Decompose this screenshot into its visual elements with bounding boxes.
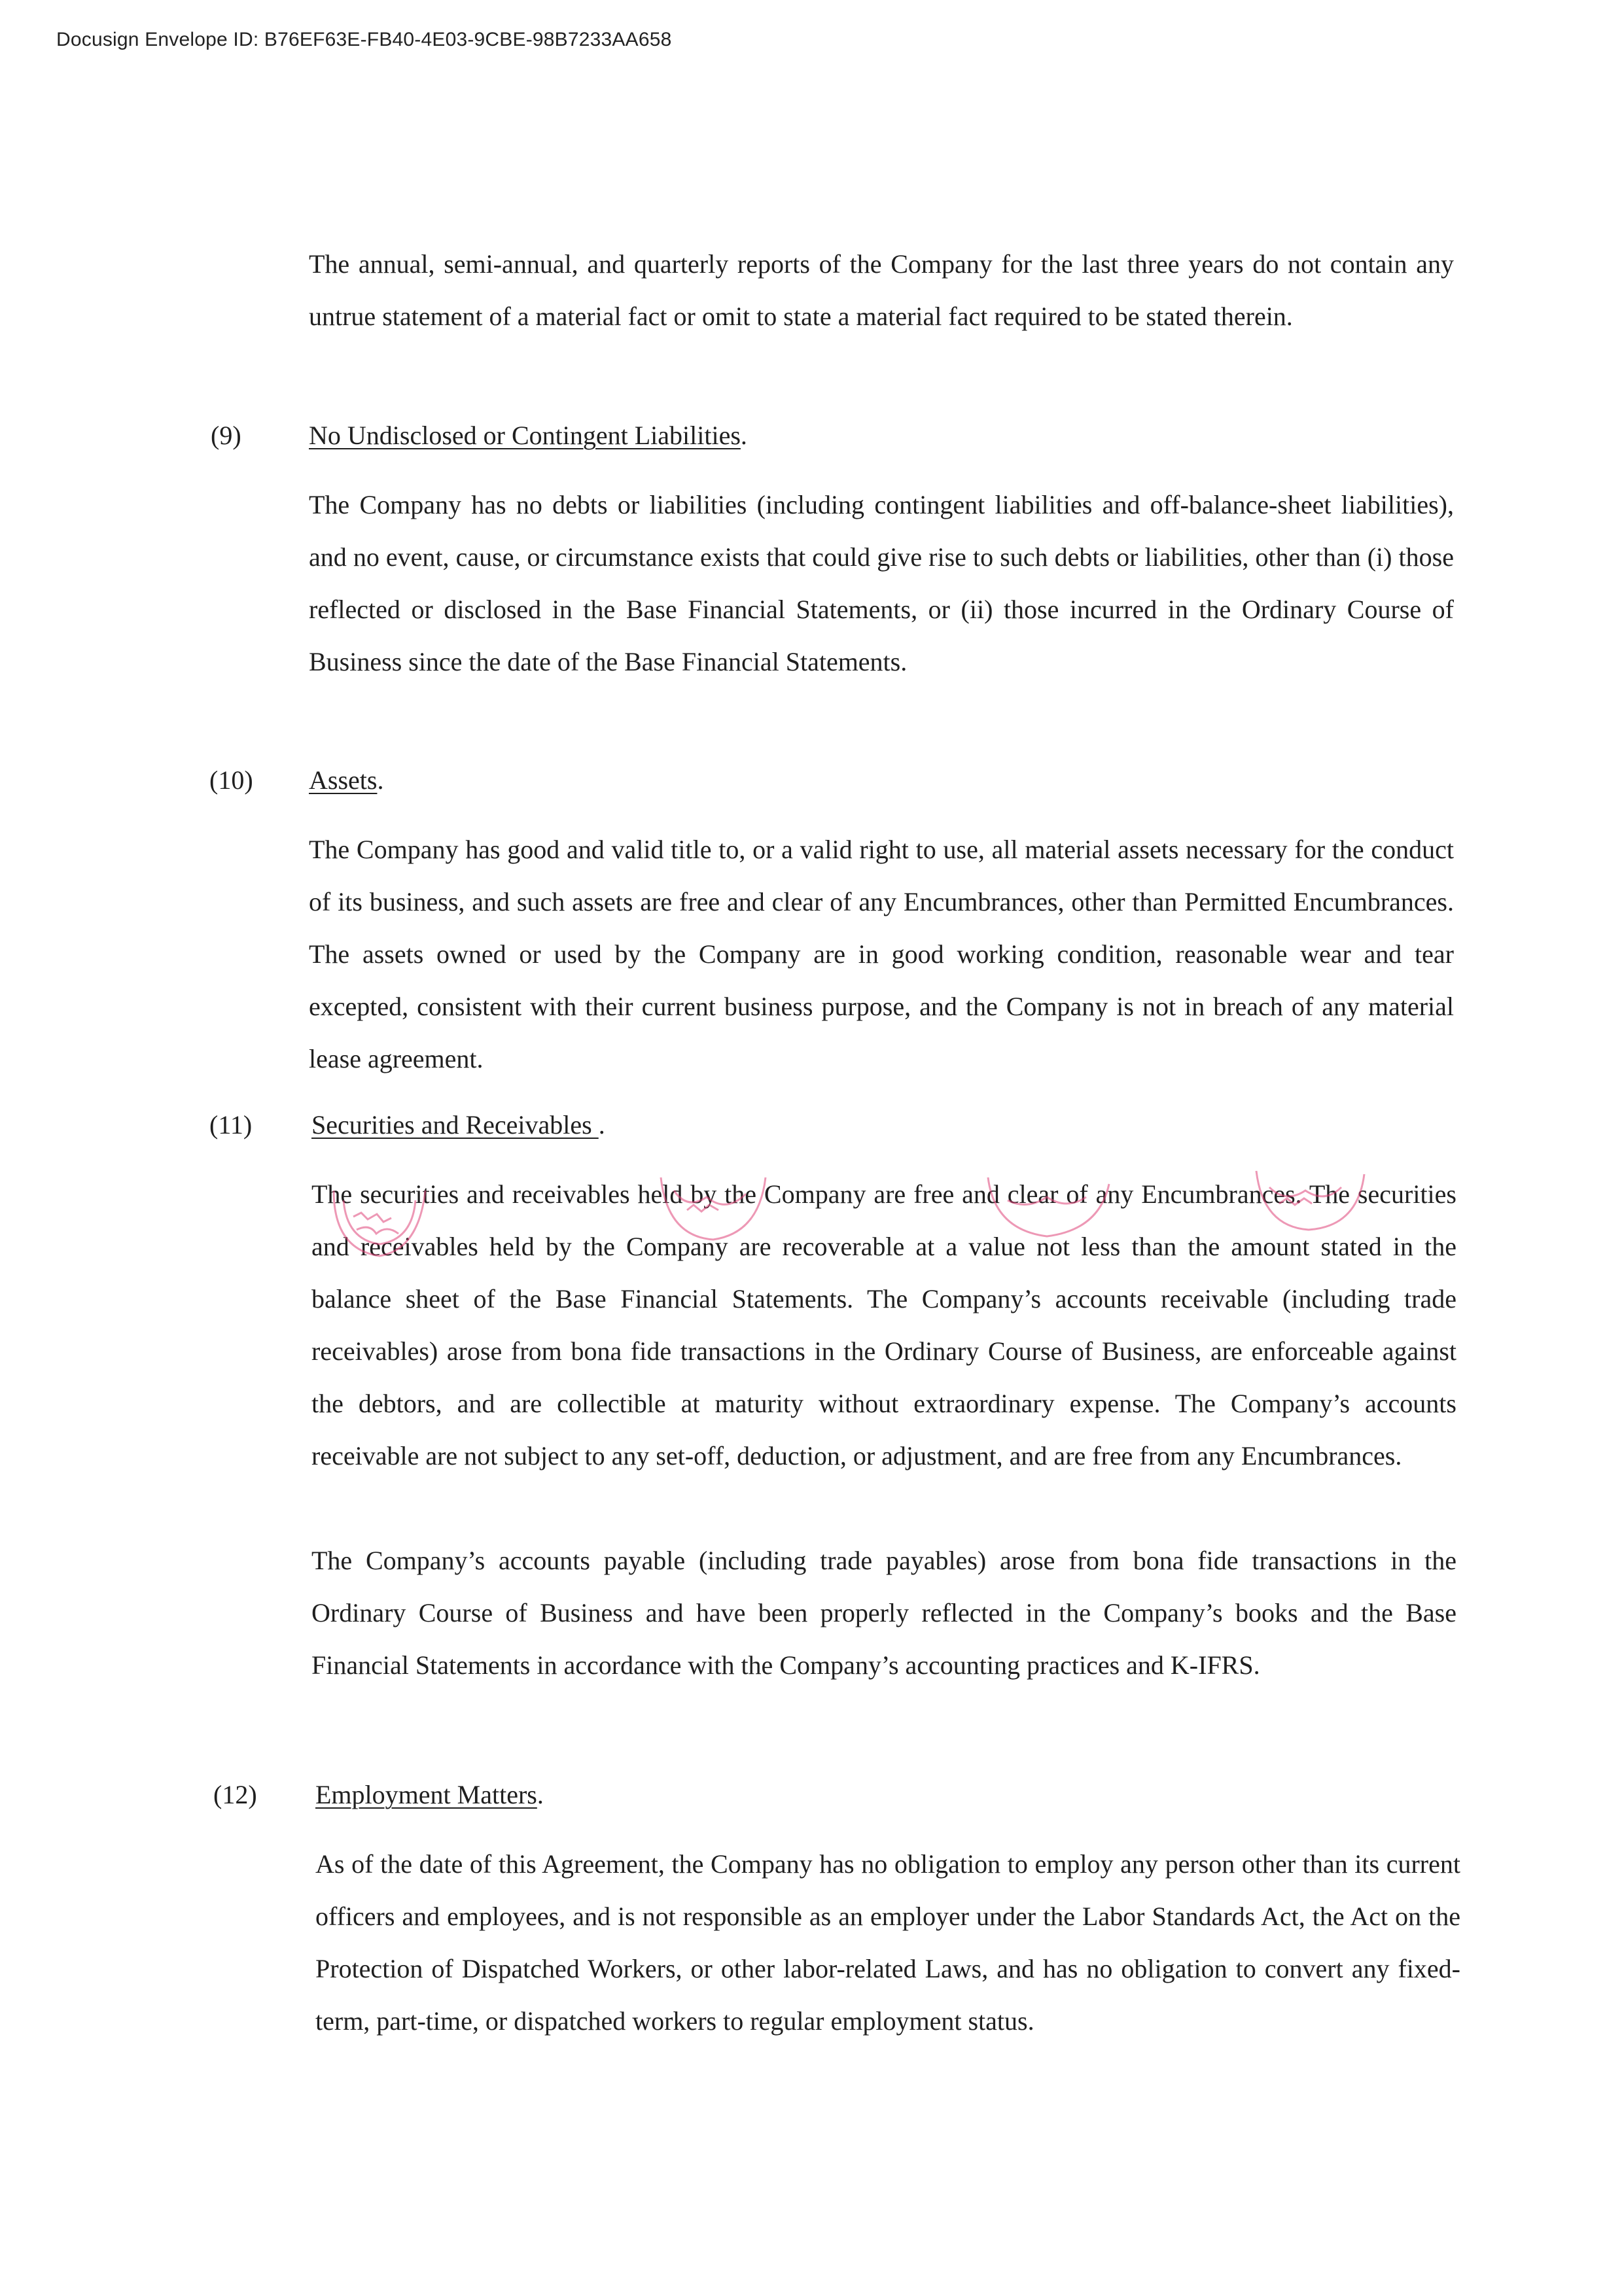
section-11-title-suffix: . (598, 1110, 605, 1139)
section-12-number: (12) (213, 1780, 257, 1809)
seal-stamp-2 (661, 1177, 766, 1240)
section-10-title: Assets (309, 765, 378, 795)
seal-stamps (308, 1164, 1472, 1282)
section-9-title: No Undisclosed or Contingent Liabilities (309, 421, 741, 450)
seal-stamp-4 (1256, 1171, 1364, 1230)
section-11-paragraph-1: The securities and receivables held by the Company are free and clear of any Encumbrances. The securities and receivables held by the Company are recoverable at a value not less than the amount stated in the balance sheet of the Base Financial Statements. The Company’s accounts receivable (including trade receivables) arose from bona fide transactions in the Ordinary Course of Business, are enforceable against the debtors, and are collectible at maturity without extraordinary expense. The Company’s accounts receivable are not subject to any set-off, deduction, or adjustment, and are free from any Encumbrances. (311, 1179, 1456, 1470)
section-12-heading (315, 1769, 544, 1821)
envelope-id: Docusign Envelope ID: B76EF63E-FB40-4E03-9CBE-98B7233AA658 (56, 29, 672, 50)
section-10-heading (309, 754, 383, 807)
intro-paragraph: The annual, semi-annual, and quarterly reports of the Company for the last three years do not contain any untrue statement of a material fact or omit to state a material fact required to be stated therein. (309, 249, 1454, 331)
section-12-title: Employment Matters (315, 1780, 537, 1809)
seal-stamp-1 (334, 1191, 425, 1256)
section-11-title: Securities and Receivables (311, 1110, 599, 1139)
section-11-heading (311, 1099, 605, 1151)
section-11-paragraph-2: The Company’s accounts payable (including trade payables) arose from bona fide transactions in the Ordinary Course of Business and have been properly reflected in the Company’s books and the Base Financial Statements in accordance with the Company’s accounting practices and K-IFRS. (311, 1546, 1456, 1680)
section-9-heading (309, 409, 747, 462)
section-10-paragraph: The Company has good and valid title to, or a valid right to use, all material assets necessary for the conduct of its business, and such assets are free and clear of any Encumbrances, other than Permitted Encumbrances. The assets owned or used by the Company are in good working condition, reasonable wear and tear excepted, consistent with their current business purpose, and the Company is not in breach of any material lease agreement. (309, 835, 1454, 1073)
section-11-number: (11) (209, 1110, 253, 1139)
section-9-title-suffix: . (740, 421, 747, 450)
section-12-title-suffix: . (537, 1780, 544, 1809)
section-10-number: (10) (209, 765, 253, 795)
section-12-paragraph: As of the date of this Agreement, the Company has no obligation to employ any person other than its current officers and employees, and is not responsible as an employer under the Labor Standards Act, the Act on the Protection of Dispatched Workers, or other labor-related Laws, and has no obligation to convert any fixed-term, part-time, or dispatched workers to regular employment status. (315, 1849, 1460, 2036)
section-9-number: (9) (211, 421, 241, 450)
section-9-paragraph: The Company has no debts or liabilities (including contingent liabilities and off-balance-sheet liabilities), and no event, cause, or circumstance exists that could give rise to such debts or liabilities, other than (i) those reflected or disclosed in the Base Financial Statements, or (ii) those incurred in the Ordinary Course of Business since the date of the Base Financial Statements. (309, 490, 1454, 676)
section-10-title-suffix: . (377, 765, 384, 795)
seal-stamp-3 (988, 1177, 1109, 1236)
